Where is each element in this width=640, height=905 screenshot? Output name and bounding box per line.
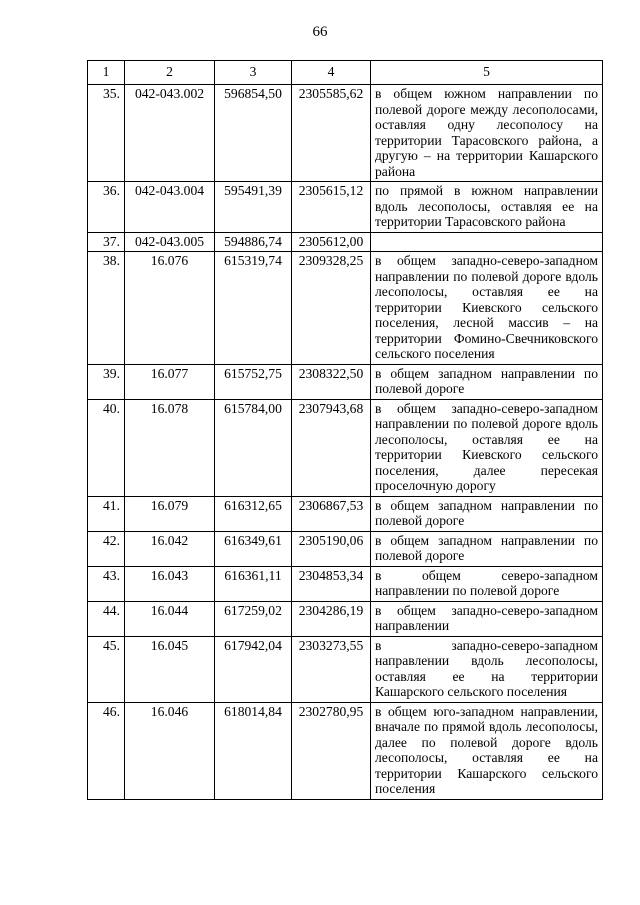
y-coordinate: 2308322,50	[292, 364, 371, 399]
table-row	[88, 182, 603, 233]
x-coordinate: 616312,65	[215, 496, 292, 531]
table-header-row	[88, 61, 603, 85]
point-code: 042-043.004	[125, 182, 215, 233]
row-number: 41.	[88, 496, 125, 531]
x-coordinate: 616349,61	[215, 531, 292, 566]
point-code: 16.078	[125, 399, 215, 496]
point-code: 16.042	[125, 531, 215, 566]
x-coordinate: 594886,74	[215, 232, 292, 252]
table-row	[88, 601, 603, 636]
column-header-y-coordinate: 4	[292, 61, 371, 85]
x-coordinate: 618014,84	[215, 702, 292, 799]
point-code: 16.079	[125, 496, 215, 531]
column-header-x-coordinate: 3	[215, 61, 292, 85]
column-header-number: 1	[88, 61, 125, 85]
point-code: 16.045	[125, 636, 215, 702]
y-coordinate: 2305585,62	[292, 85, 371, 182]
row-number: 35.	[88, 85, 125, 182]
boundary-description: в общем северо-западном направлении по полевой дороге	[371, 566, 603, 601]
table-row	[88, 399, 603, 496]
y-coordinate: 2304286,19	[292, 601, 371, 636]
table-row	[88, 252, 603, 365]
row-number: 36.	[88, 182, 125, 233]
y-coordinate: 2309328,25	[292, 252, 371, 365]
boundary-description: в западно-северо-западном направлении вдоль лесополосы, оставляя ее на территории Кашарского сельского поселения	[371, 636, 603, 702]
table-row	[88, 232, 603, 252]
row-number: 45.	[88, 636, 125, 702]
table-row	[88, 496, 603, 531]
x-coordinate: 615784,00	[215, 399, 292, 496]
boundary-description: в общем южном направлении по полевой дороге между лесополосами, оставляя одну лесополосу на территории Тарасовского района, а другую – на территории Кашарского района	[371, 85, 603, 182]
boundary-table	[87, 60, 603, 800]
x-coordinate: 615752,75	[215, 364, 292, 399]
boundary-description: в общем западном направлении по полевой дороге	[371, 531, 603, 566]
point-code: 16.076	[125, 252, 215, 365]
point-code: 042-043.005	[125, 232, 215, 252]
column-header-point-code: 2	[125, 61, 215, 85]
point-code: 042-043.002	[125, 85, 215, 182]
point-code: 16.043	[125, 566, 215, 601]
x-coordinate: 596854,50	[215, 85, 292, 182]
y-coordinate: 2307943,68	[292, 399, 371, 496]
point-code: 16.044	[125, 601, 215, 636]
table-row	[88, 85, 603, 182]
row-number: 37.	[88, 232, 125, 252]
boundary-description: по прямой в южном направлении вдоль лесополосы, оставляя ее на территории Тарасовского района	[371, 182, 603, 233]
y-coordinate: 2305612,00	[292, 232, 371, 252]
boundary-description: в общем юго-западном направлении, вначале по прямой вдоль лесополосы, далее по полевой дороге вдоль лесополосы, оставляя ее на территории Кашарского сельского поселения	[371, 702, 603, 799]
y-coordinate: 2306867,53	[292, 496, 371, 531]
y-coordinate: 2305615,12	[292, 182, 371, 233]
table-row	[88, 702, 603, 799]
point-code: 16.077	[125, 364, 215, 399]
y-coordinate: 2302780,95	[292, 702, 371, 799]
point-code: 16.046	[125, 702, 215, 799]
y-coordinate: 2305190,06	[292, 531, 371, 566]
row-number: 44.	[88, 601, 125, 636]
x-coordinate: 615319,74	[215, 252, 292, 365]
table-row	[88, 364, 603, 399]
table-row	[88, 636, 603, 702]
table-row	[88, 566, 603, 601]
row-number: 39.	[88, 364, 125, 399]
x-coordinate: 617259,02	[215, 601, 292, 636]
boundary-description: в общем западно-северо-западном направлении по полевой дороге вдоль лесополосы, оставляя ее на территории Киевского сельского поселения, лесной массив – на территории Фомино-Свечниковского сельского поселения	[371, 252, 603, 365]
table-body	[88, 85, 603, 800]
boundary-description: в общем западно-северо-западном направлении по полевой дороге вдоль лесополосы, оставляя ее на территории Киевского сельского поселения, далее пересекая проселочную дорогу	[371, 399, 603, 496]
boundary-description: в общем западном направлении по полевой дороге	[371, 496, 603, 531]
y-coordinate: 2303273,55	[292, 636, 371, 702]
x-coordinate: 595491,39	[215, 182, 292, 233]
row-number: 38.	[88, 252, 125, 365]
table-row	[88, 531, 603, 566]
boundary-description: в общем западном направлении по полевой дороге	[371, 364, 603, 399]
page-number: 66	[312, 24, 328, 40]
boundary-description: в общем западно-северо-западном направлении	[371, 601, 603, 636]
y-coordinate: 2304853,34	[292, 566, 371, 601]
row-number: 46.	[88, 702, 125, 799]
column-header-description: 5	[371, 61, 603, 85]
row-number: 42.	[88, 531, 125, 566]
row-number: 43.	[88, 566, 125, 601]
x-coordinate: 616361,11	[215, 566, 292, 601]
row-number: 40.	[88, 399, 125, 496]
boundary-description	[371, 232, 603, 252]
x-coordinate: 617942,04	[215, 636, 292, 702]
